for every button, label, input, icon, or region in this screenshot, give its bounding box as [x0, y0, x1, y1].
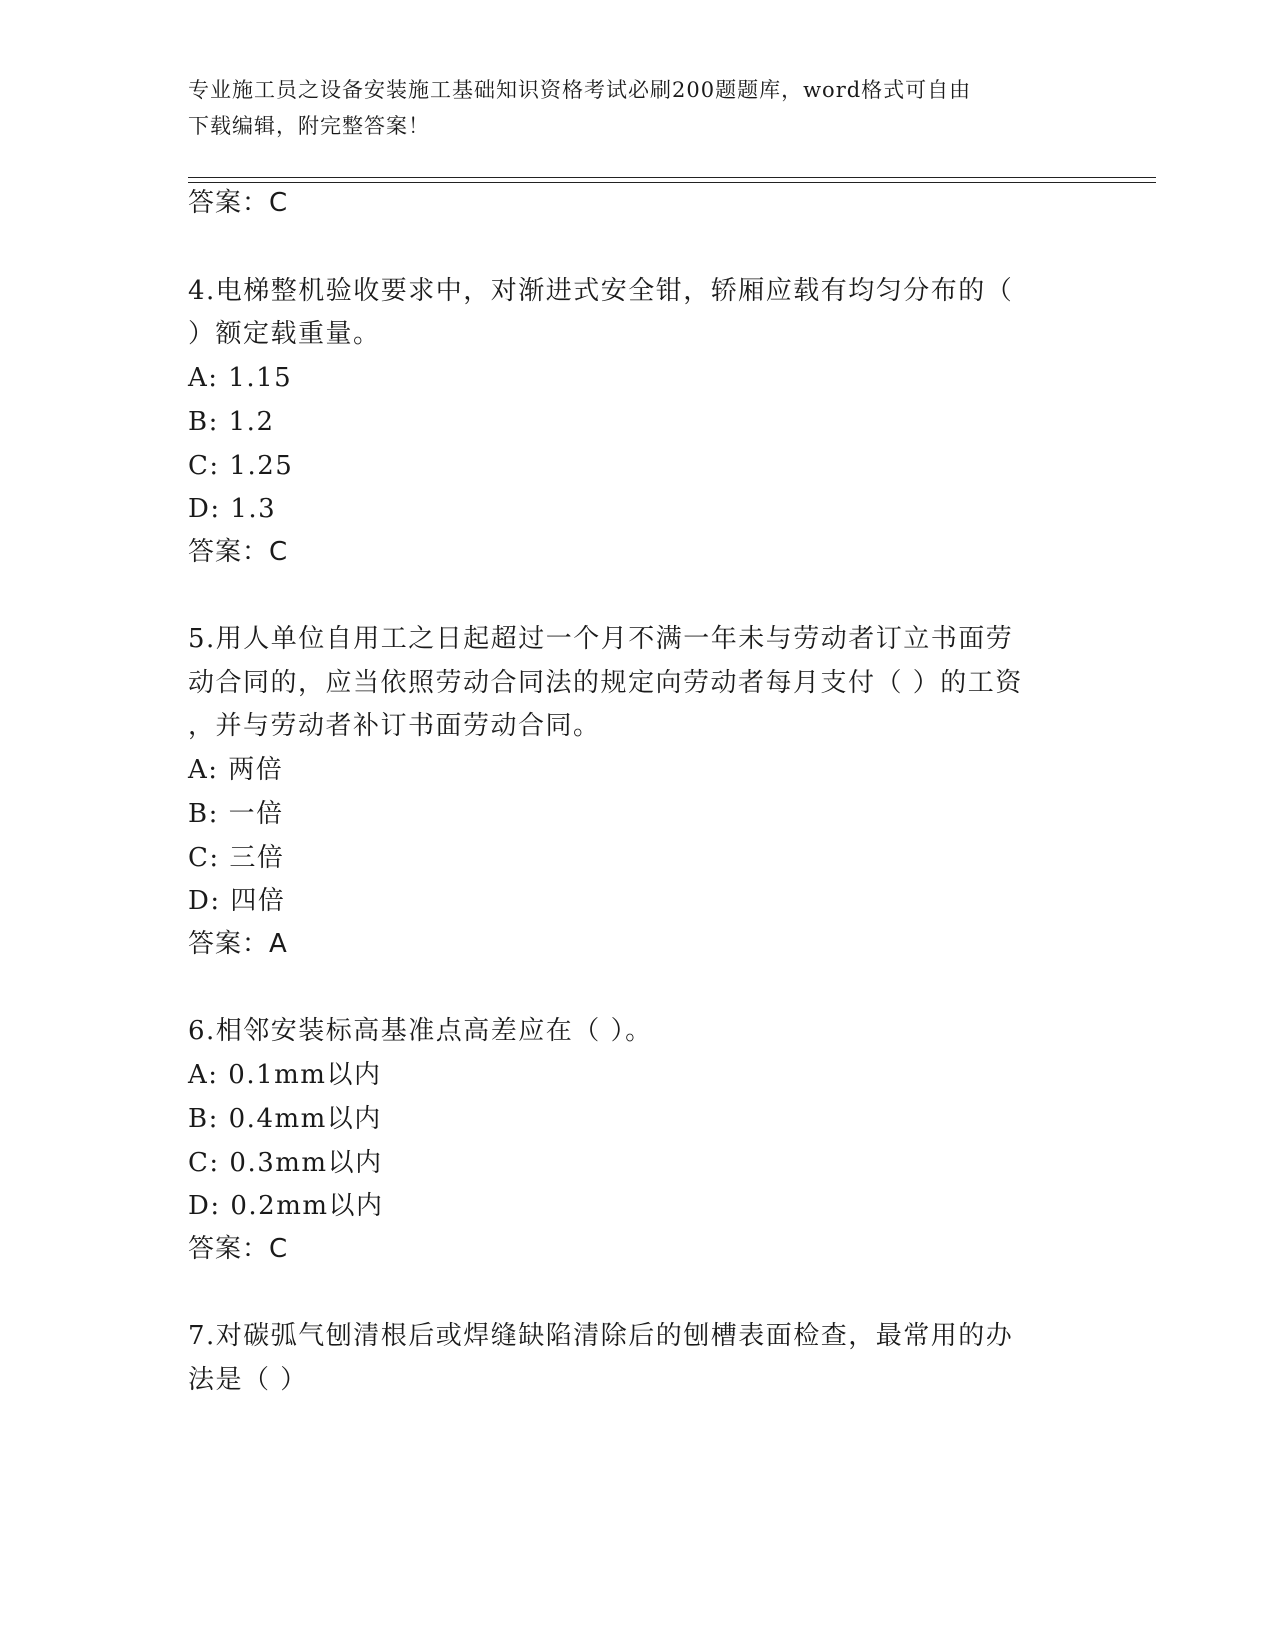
document-header	[188, 72, 1068, 144]
header-rule-bottom	[188, 182, 1156, 183]
question-5-option-c: C: 三倍	[188, 843, 285, 873]
answer-q3: 答案：C	[188, 188, 289, 218]
answer-q6: 答案：C	[188, 1234, 289, 1264]
question-5-option-d: D: 四倍	[188, 886, 286, 916]
answer-q4: 答案：C	[188, 537, 289, 567]
question-6-option-b: B: 0.4mm以内	[188, 1104, 382, 1134]
question-4-option-a: A: 1.15	[188, 363, 293, 393]
question-5-option-a: A: 两倍	[188, 755, 284, 785]
header-line-1: 专业施工员之设备安装施工基础知识资格考试必刷200题题库，word格式可自由	[188, 78, 972, 102]
question-7-line-2: 法是（ ）	[188, 1365, 308, 1395]
header-line-2: 下载编辑，附完整答案！	[188, 114, 430, 138]
question-7-line-1: 7.对碳弧气刨清根后或焊缝缺陷清除后的刨槽表面检查，最常用的办	[188, 1321, 1014, 1351]
question-4-option-c: C: 1.25	[188, 451, 294, 481]
question-4-option-d: D: 1.3	[188, 494, 277, 524]
question-6-option-c: C: 0.3mm以内	[188, 1148, 383, 1178]
question-6-line-1: 6.相邻安装标高基准点高差应在（ ）。	[188, 1016, 653, 1046]
question-4-line-1: 4.电梯整机验收要求中，对渐进式安全钳，轿厢应载有均匀分布的（	[188, 276, 1014, 306]
question-4-line-2: ）额定载重量。	[188, 319, 381, 349]
question-5-option-b: B: 一倍	[188, 799, 284, 829]
question-6-option-a: A: 0.1mm以内	[188, 1060, 382, 1090]
question-5-line-1: 5.用人单位自用工之日起超过一个月不满一年未与劳动者订立书面劳	[188, 624, 1014, 654]
question-4-option-b: B: 1.2	[188, 407, 275, 437]
question-6-option-d: D: 0.2mm以内	[188, 1191, 384, 1221]
question-5-line-3: ，并与劳动者补订书面劳动合同。	[188, 711, 601, 741]
answer-q5: 答案：A	[188, 929, 288, 959]
question-5-line-2: 动合同的，应当依照劳动合同法的规定向劳动者每月支付（ ）的工资	[188, 668, 1023, 698]
header-rule-top	[188, 177, 1156, 178]
